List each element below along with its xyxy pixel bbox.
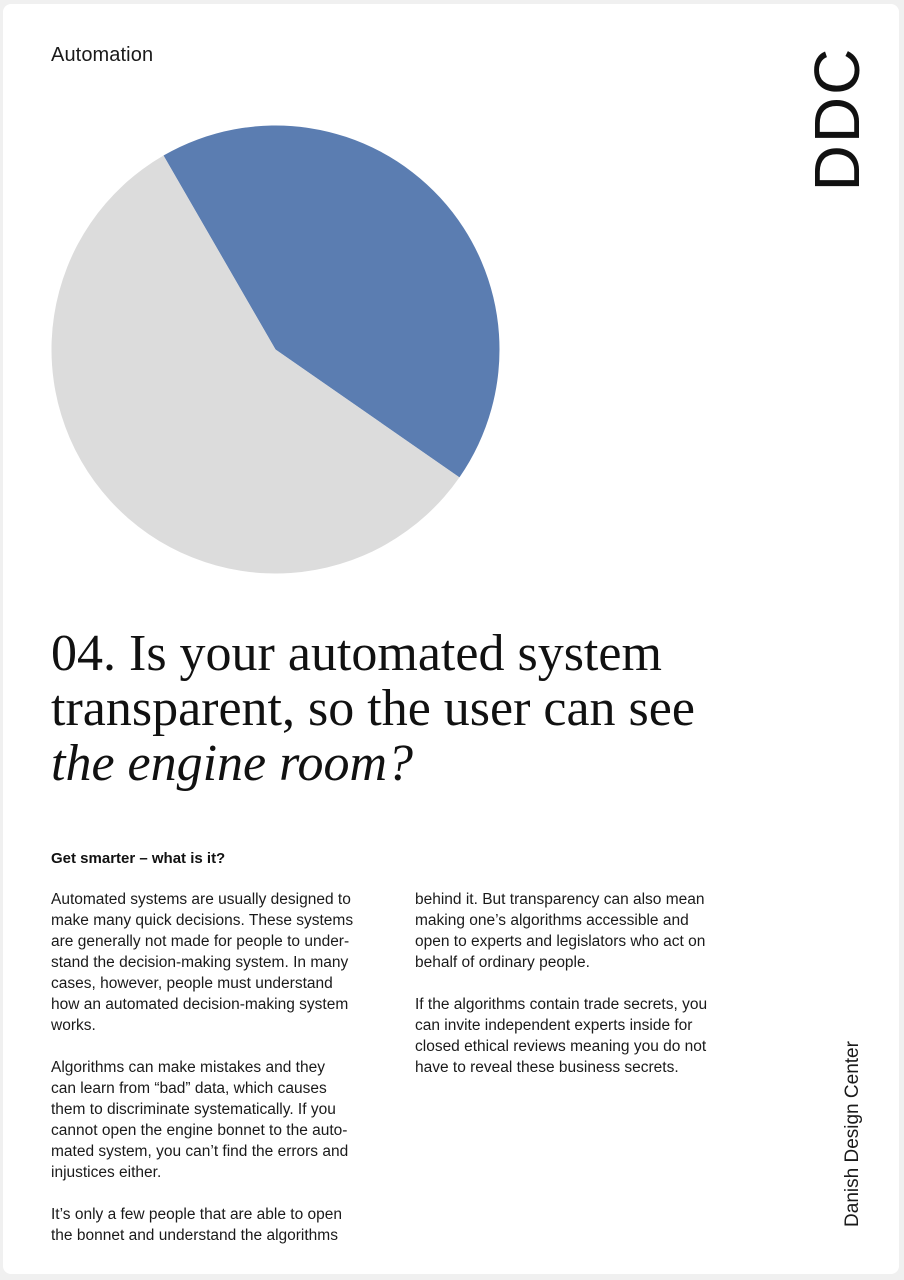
body-column-right [415,889,765,1099]
paragraph-line: Algorithms can make mistakes and they [51,1059,325,1076]
vertical-brand-label: Danish Design Center [842,1041,863,1227]
headline [51,626,831,791]
paragraph-line: can invite independent experts inside for [415,1017,693,1034]
paragraph [415,889,765,973]
pie-chart [43,117,508,582]
paragraph-line: mated system, you can’t find the errors and [51,1143,349,1160]
document-page [3,4,899,1274]
paragraph-line: works. [51,1017,96,1034]
paragraph-line: can learn from “bad” data, which causes [51,1080,327,1097]
paragraph-line: open to experts and legislators who act on [415,933,706,950]
headline-line-3: the engine room? [51,735,413,792]
paragraph-line: closed ethical reviews meaning you do not [415,1038,707,1055]
paragraph-line: cases, however, people must understand [51,975,333,992]
paragraph-line: make many quick decisions. These systems [51,912,354,929]
paragraph-line: cannot open the engine bonnet to the auto- [51,1122,348,1139]
paragraph-line: Automated systems are usually designed to [51,891,351,908]
paragraph [415,994,765,1078]
paragraph-line: the bonnet and understand the algorithms [51,1227,338,1244]
paragraph-line: are generally not made for people to under- [51,933,350,950]
section-label: Automation [51,44,154,66]
paragraph-line: injustices either. [51,1164,162,1181]
paragraph-line: behalf of ordinary people. [415,954,590,971]
paragraph-line: behind it. But transparency can also mean [415,891,705,908]
paragraph-line: If the algorithms contain trade secrets, you [415,996,708,1013]
paragraph-line: stand the decision-making system. In many [51,954,349,971]
paragraph [51,889,401,1036]
logo-text: DDC [801,46,873,192]
paragraph [51,1057,401,1183]
ddc-logo [801,44,873,194]
paragraph-line: have to reveal these business secrets. [415,1059,679,1076]
headline-line-1: 04. Is your automated system [51,625,662,682]
paragraph-line: It’s only a few people that are able to open [51,1206,342,1223]
body-column-left [51,889,401,1267]
paragraph-line: them to discriminate systematically. If you [51,1101,336,1118]
headline-line-2: transparent, so the user can see [51,680,695,737]
subheading: Get smarter – what is it? [51,850,226,867]
paragraph-line: how an automated decision-making system [51,996,349,1013]
paragraph [51,1204,401,1246]
paragraph-line: making one’s algorithms accessible and [415,912,689,929]
